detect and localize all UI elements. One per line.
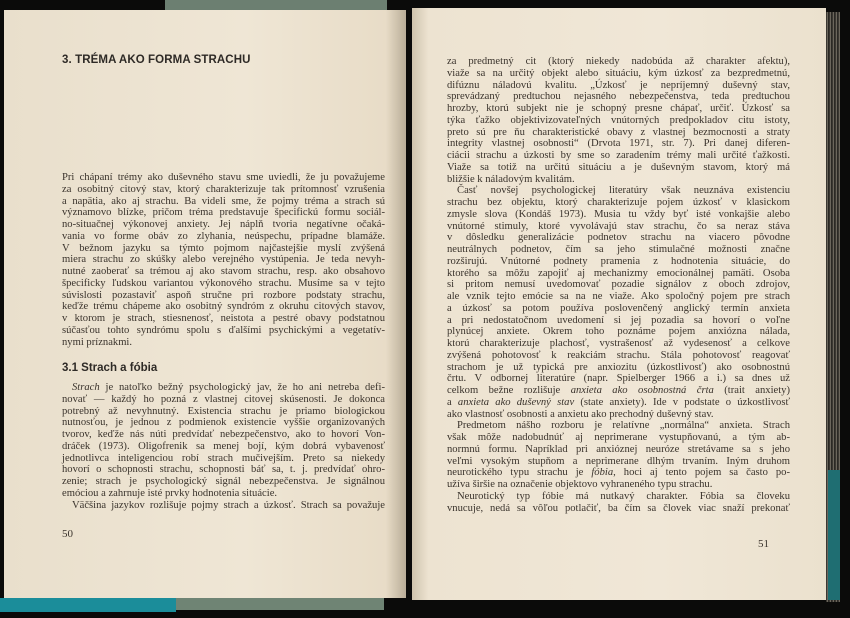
text-line: integrity vlastnej osobnosti“ (Drvota 1971, str. 7). Pri danej diferen- — [447, 138, 790, 150]
text-line: ktorú charakterizuje plachosť, vystrašenosť až vydesenosť a celkove — [447, 338, 790, 349]
text-line: nutné zaoberať sa trémou aj ako stavom strachu, resp. ako obsahovo — [62, 266, 385, 277]
text-segment: celkom bežne rozlišuje — [447, 385, 571, 396]
text-line: významovo blízke, pričom tréma predstavuje špecifickú formu sociál- — [62, 207, 385, 219]
text-line: zenie; strach je psychologický signál nebezpečenstva. Je signálnou — [62, 476, 385, 487]
text-line: rozširujú. Vnútorné podnety pramenia z hodnotenia situácie, do — [447, 255, 790, 267]
intro-text — [62, 172, 385, 348]
text-line: plynúcej anxiete. Okrem toho poznáme pojem anxiózna nálada, — [447, 326, 790, 338]
text-line: sprevádzaný predtuchou nejasného nebezpečenstva, teda predtuchou — [447, 91, 790, 103]
book-cover-bottom-teal — [0, 598, 176, 612]
italic-term: anxieta ako duševný stav — [457, 396, 575, 408]
book-cover-top — [165, 0, 387, 10]
text-line: súvislosti pozastaviť aspoň stručne pri rozbore podstaty strachu, — [62, 289, 385, 301]
text-line: a pri nedostatočnom uvedomení si jej pozadia sa hovorí o voľne — [447, 314, 790, 326]
left-page — [4, 10, 406, 598]
paragraph — [447, 491, 790, 515]
paragraph — [447, 56, 790, 185]
text-line: dráček (1973). Oligofrenik sa menej bojí, kým dobrá vybavenosť — [62, 440, 385, 452]
text-line: no-situačnej výkonovej anxiety. Jej náplň tvoria negatívne očaká- — [62, 219, 385, 230]
text-line: v ktorom je strach, stiesnenosť, neistota a pestré obavy podstatnou — [62, 313, 385, 324]
text-line: Pri chápaní trémy ako duševného stavu sme uviedli, že ju považujeme — [62, 172, 385, 183]
text-line: zmysle slova (Kondáš 1973). Musia tu vždy byť isté vonkajšie alebo — [447, 208, 790, 220]
chapter-heading: 3. TRÉMA AKO FORMA STRACHU — [62, 54, 251, 66]
text-line: novať — každý ho pozná z vlastnej citovej skúsenosti. Je dokonca — [62, 393, 385, 405]
text-line: V bežnom jazyku sa týmto pojmom najčastejšie myslí zvýšená — [62, 242, 385, 254]
right-page — [412, 8, 826, 600]
page-number: 51 — [758, 538, 769, 550]
text-line: ale vznik tejto emócie sa na ne viaže. Ako spoločný pojem pre strach — [447, 291, 790, 302]
text-line: strachu bez objektu, ktorý charakterizuje pojem úzkosť v klasickom — [447, 197, 790, 208]
text-line: preto sú pre ňu charakteristické obavy z vlastnej bezmocnosti a straty — [447, 126, 790, 138]
text-segment: (trait anxiety) — [713, 385, 791, 396]
text-line: si pritom nemusí uvedomovať pozadie signálov z oboch zdrojov, — [447, 279, 790, 291]
text-line: tvorov, keďže nás núti predvídať nebezpečenstvo, ako to hovorí Von- — [62, 429, 385, 440]
text-line: vania vo forme obáv zo zlyhania, neúspechu, prípadne blamáže. — [62, 230, 385, 242]
paragraph — [447, 185, 790, 420]
section-heading: 3.1 Strach a fóbia — [62, 362, 158, 374]
paragraph — [62, 382, 385, 500]
text-line: difúznu náladovú kvalitu. „Úzkosť je nepríjemný duševný stav, — [447, 79, 790, 91]
text-line: ktorého sa môžu zapojiť aj mechanizmy emocionálnej pamäti. Osoba — [447, 267, 790, 279]
text-line: neutrálnych podnetov, čím sa jeho stimulačné možnosti značne — [447, 244, 790, 255]
text-line: Viaže sa totiž na určitú situáciu a je duševným stavom, ktorý má — [447, 161, 790, 173]
text-line: ako vlastnosť osobnosti a anxietu ako prechodný duševný stav. — [447, 408, 714, 420]
text-line: bližšie k náladovým kvalitám. — [447, 173, 575, 185]
text-line: však môže nadobudnúť aj neprimerane vystupňovanú, a tým ab- — [447, 432, 790, 443]
paragraph — [62, 172, 385, 348]
text-line: veľmi vysokým stupňom a neprimerane dlhým trvaním. Iným druhom — [447, 455, 790, 467]
text-line: hovorí o schopnosti strachu, schopnosti báť sa, t. j. predvídať ohro- — [62, 464, 385, 476]
text-line: a úzkosť sa potom používa poslovenčený anglický termín anxieta — [447, 302, 790, 314]
text-line: za osobitný citový stav, ktorý charakterizuje tak prítomnosť vzrušenia — [62, 183, 385, 195]
text-line: potrebný až nevyhnutný. Existencia strachu je priamo biologickou — [62, 405, 385, 417]
section-text — [62, 382, 385, 511]
text-line: Väčšina jazykov rozlišuje pojmy strach a úzkosť. Strach sa považuje — [72, 499, 385, 511]
text-line: súčasťou tohto syndrómu spolu s ďalšími psychickými a vegetatív- — [62, 324, 385, 336]
text-line: zvýšená pohotovosť k reakciám strachu. Stála pohotovosť reagovať — [447, 349, 790, 361]
text-line: črtu. V odbornej literatúre (napr. Spielberger 1966 a i.) sa dnes už — [447, 373, 790, 385]
text-line: vnucuje, nedá sa vôľou potlačiť, ba čím sa človek viac snaží prekonať — [447, 502, 790, 514]
text-line: Neurotický typ fóbie má nutkavý charakter. Fóbia sa človeku — [457, 490, 790, 502]
book-cover-edge — [828, 470, 840, 600]
text-segment: , hoci aj tento pojem sa často po- — [613, 467, 791, 479]
text-segment: neurotického typu strachu je — [447, 467, 592, 479]
text-segment: je natoľko bežný psychologický jav, že ho ani netreba defi- — [99, 382, 385, 393]
italic-term: fóbia — [591, 467, 614, 479]
text-line: strachom je už typická pre anxiozitu (úzkostlivosť) ako osobnostnú — [447, 361, 790, 373]
book-cover-bottom-green — [176, 598, 384, 610]
text-segment: a — [447, 396, 458, 408]
text-line: normnú formu. Napríklad pri anxióznej neuróze stretávame sa s jeho — [447, 443, 790, 455]
text-line: keďže trému chápeme ako osobitný syndróm z okruhu citových stavov, — [62, 301, 385, 313]
text-line: špecificky ľudskou variantou výkonového strachu. Musíme sa v tejto — [62, 277, 385, 289]
text-line: jednotlivca inteligenciou robí strach mučivejším. Preto sa niekedy — [62, 452, 385, 464]
text-line: za predmetný cit (ktorý niekedy nadobúda až charakter afektu), — [447, 56, 790, 67]
text-line: užíva širšie na označenie objektovo vyhraneného typu strachu. — [447, 479, 713, 490]
text-line: nutnosťou, je jednou z podmienok existencie vyššie organizovaných — [62, 417, 385, 429]
text-line: týka ťažko objektivizovateľných vnútorných predpokladov citu istoty, — [447, 114, 790, 126]
text-line: hrozby, ktorú subjekt nie je schopný presne chápať, určiť. Úzkosť sa — [447, 103, 790, 114]
text-line: viaže sa na určitý objekt alebo situáciu, kým úzkosť za bezpredmetnú, — [447, 67, 790, 79]
text-line: Časť novšej psychologickej literatúry však neuznáva existenciu — [457, 185, 790, 197]
text-line — [447, 397, 790, 409]
text-line: v dôsledku generalizácie podnetov strachu na viacero pôvodne — [447, 232, 790, 244]
text-segment: (state anxiety). Ide v podstate o úzkostlivosť — [574, 396, 790, 408]
page-number: 50 — [62, 528, 73, 540]
text-line — [62, 382, 385, 394]
paragraph — [447, 420, 790, 491]
body-text — [447, 56, 790, 514]
text-line: emóciou a zahrnuje isté prvky hodnotenia situácie. — [62, 487, 278, 499]
text-line — [447, 385, 790, 397]
text-line: nymi príznakmi. — [62, 336, 133, 348]
text-line — [447, 467, 790, 479]
text-line: miera strachu zo skúšky alebo verejného vystúpenia. Je teda nevyh- — [62, 254, 385, 266]
paragraph — [62, 500, 385, 512]
text-line: a napätia, ako aj strachu. Ba videli sme, že pojmy tréma a strach sú — [62, 195, 385, 207]
italic-term: Strach — [72, 382, 100, 393]
text-line: ciácii strachu a úzkosti by sme so zaradením trémy mali určité ťažkosti. — [447, 150, 790, 161]
text-line: Predmetom nášho rozboru je relatívne „normálna“ anxieta. Strach — [457, 420, 790, 432]
italic-term: anxieta ako osobnostná črta — [570, 385, 714, 396]
text-line: vnútorné stimuly, ktoré vyvolávajú stav strachu, čo sa neraz stáva — [447, 220, 790, 232]
